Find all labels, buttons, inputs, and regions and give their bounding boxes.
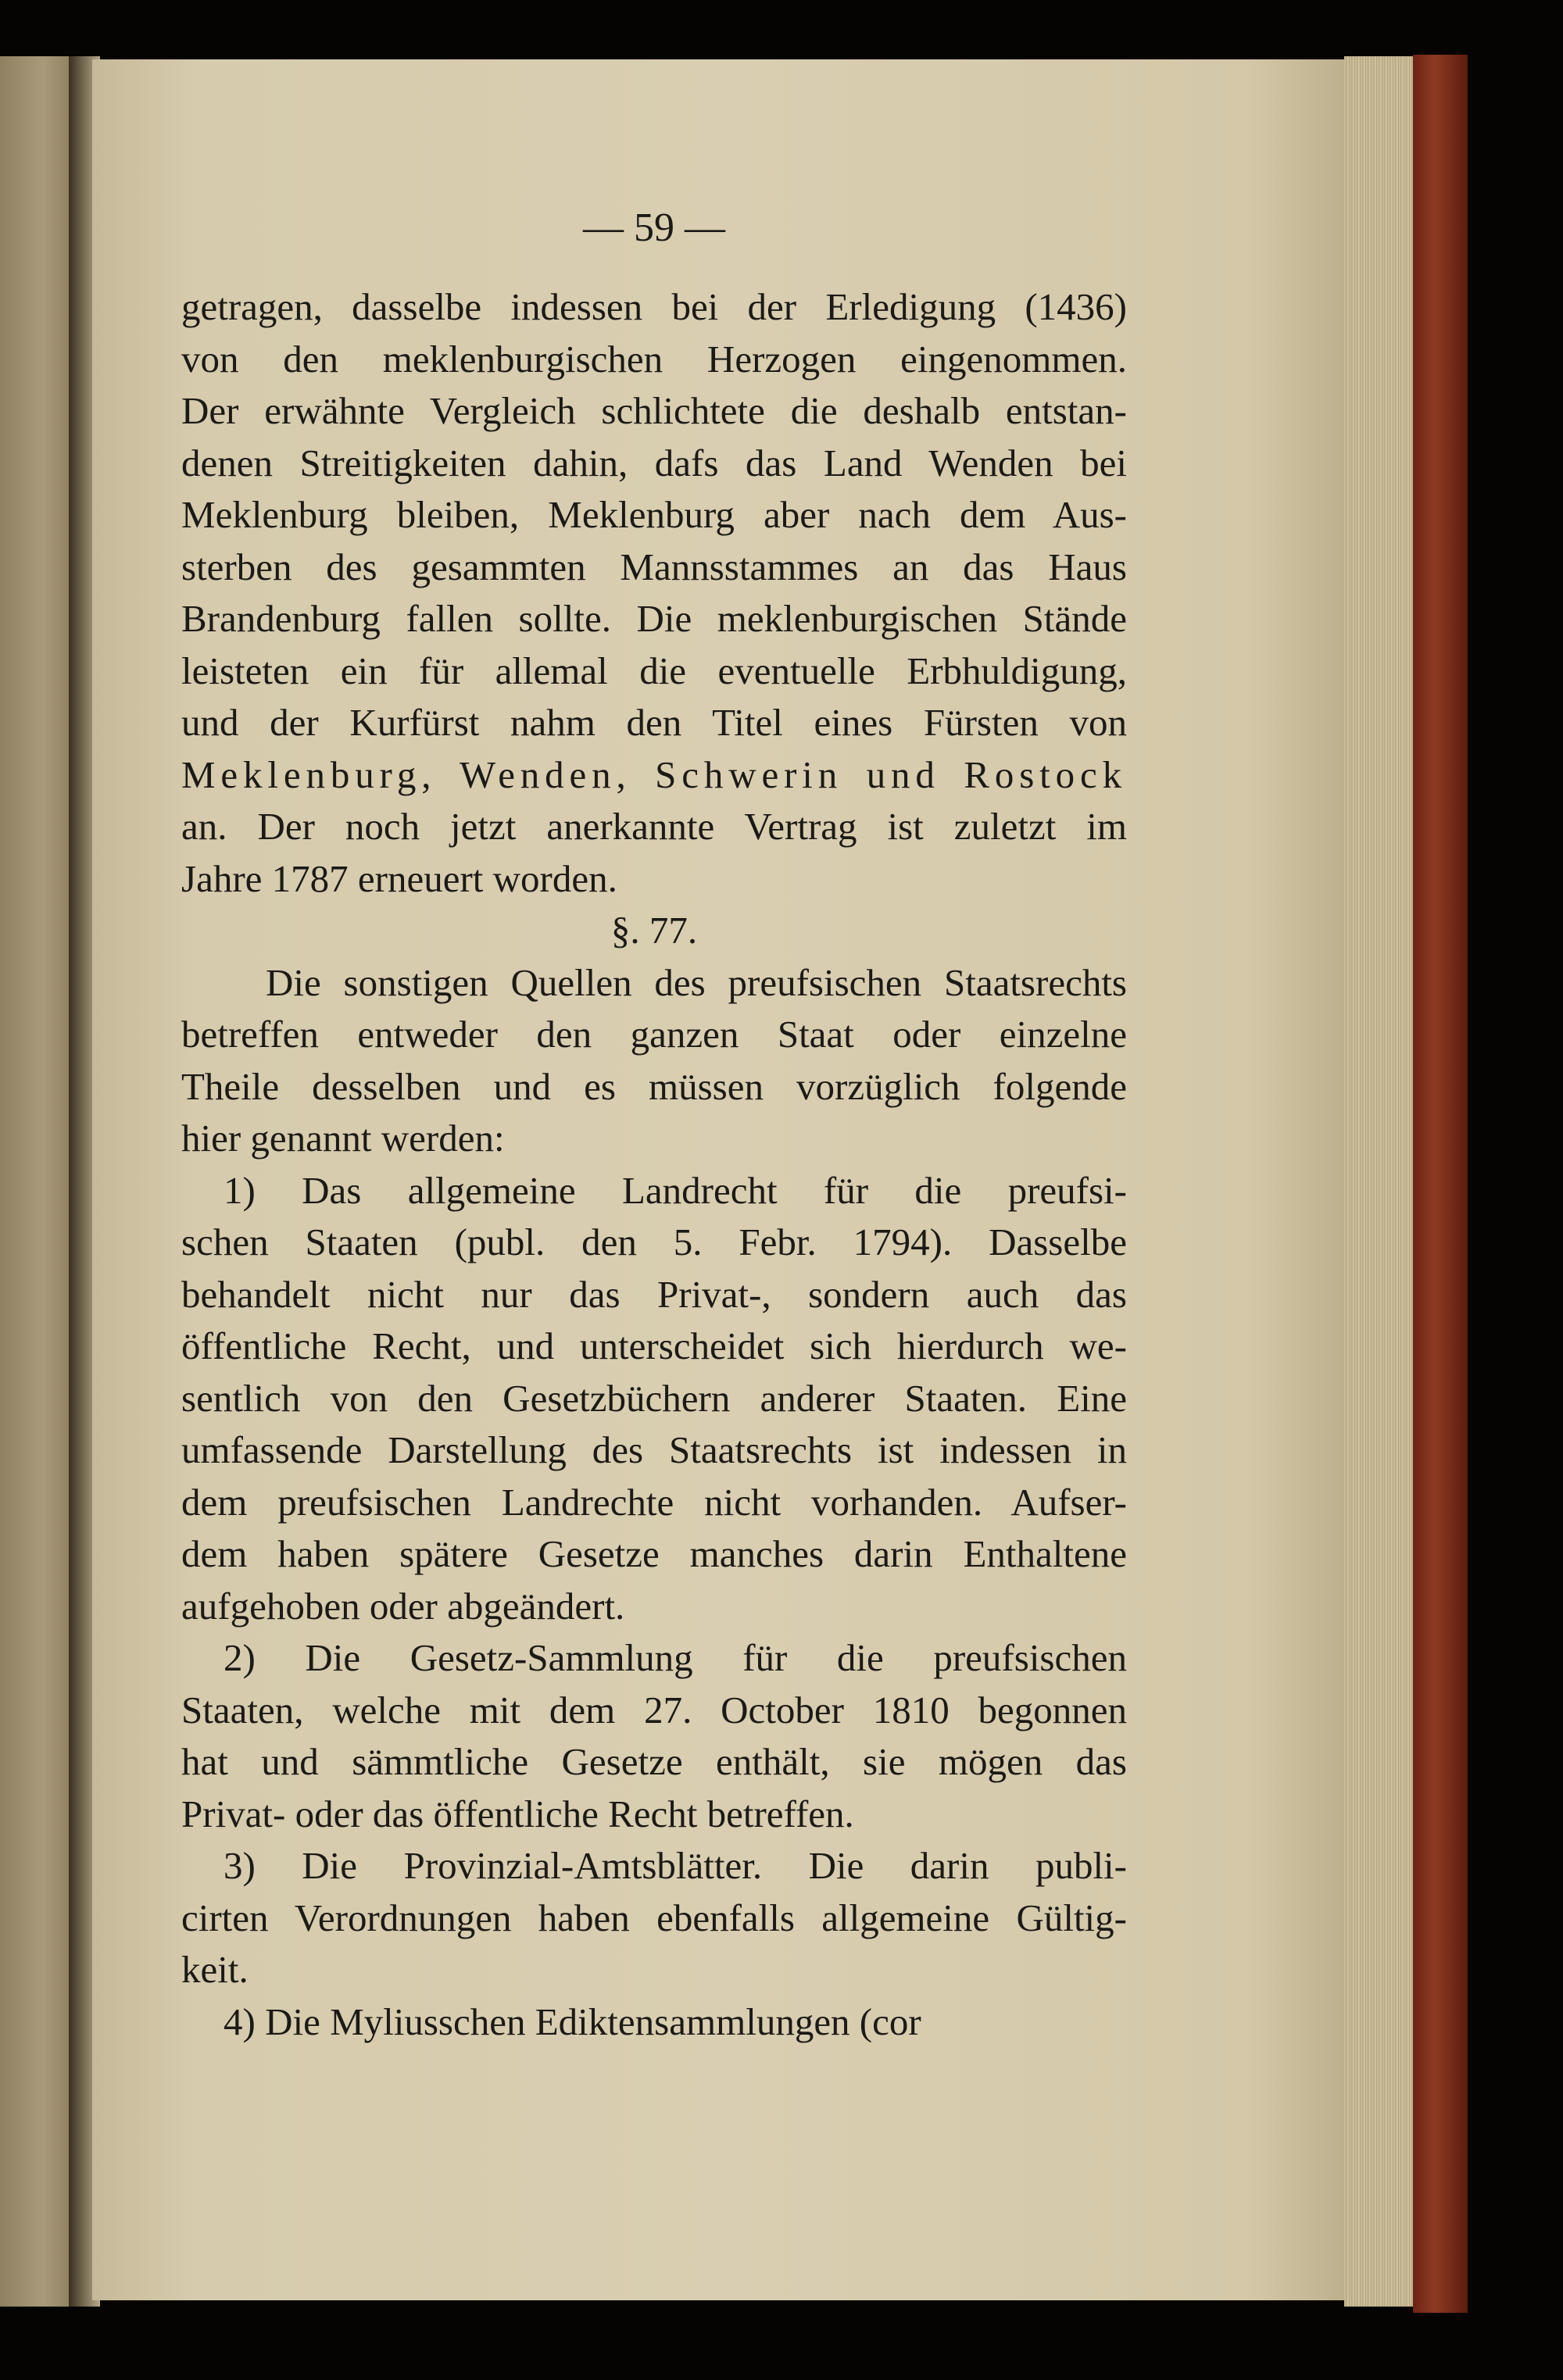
text-line: umfassende Darstellung des Staatsrechts ist indessen in (181, 1428, 1127, 1471)
book-cover-edge (1413, 55, 1468, 2313)
text-line: 2) Die Gesetz-Sammlung für die preufsischen (224, 1636, 1127, 1679)
text-line: betreffen entweder den ganzen Staat oder einzelne (181, 1013, 1127, 1056)
text-line: 4) Die Myliusschen Ediktensammlungen (cor (224, 1999, 921, 2043)
text-line: Meklenburg, Wenden, Schwerin und Rostock (181, 752, 1127, 796)
text-line: denen Streitigkeiten dahin, dafs das Land Wenden bei (181, 441, 1127, 484)
text-line: Theile desselben und es müssen vorzüglich folgende (181, 1064, 1127, 1108)
text-line: und der Kurfürst nahm den Titel eines Fürsten von (181, 701, 1127, 744)
text-line: leisteten ein für allemal die eventuelle Erbhuldigung, (181, 649, 1127, 692)
text-line: dem preufsischen Landrechte nicht vorhanden. Aufser- (181, 1480, 1127, 1524)
text-line: sterben des gesammten Mannsstammes an das Haus (181, 545, 1127, 588)
page-stack-edges (1344, 56, 1415, 2307)
text-line: dem haben spätere Gesetze manches darin Enthaltene (181, 1532, 1127, 1575)
page-text (181, 281, 1127, 2048)
page-number: — 59 — (583, 205, 725, 250)
text-line: getragen, dasselbe indessen bei der Erledigung (1436) (181, 285, 1127, 328)
text-line: Brandenburg fallen sollte. Die meklenburgischen Stände (181, 597, 1127, 640)
text-line: von den meklenburgischen Herzogen eingenommen. (181, 337, 1127, 381)
text-line: Jahre 1787 erneuert worden. (181, 856, 617, 900)
text-line: Meklenburg bleiben, Meklenburg aber nach dem Aus- (181, 493, 1127, 536)
text-line: hier genannt werden: (181, 1117, 505, 1160)
text-line: 3) Die Provinzial-Amtsblätter. Die darin publi- (224, 1844, 1127, 1887)
text-line: sentlich von den Gesetzbüchern anderer Staaten. Eine (181, 1376, 1127, 1420)
text-line: behandelt nicht nur das Privat-, sondern auch das (181, 1272, 1127, 1316)
text-line: an. Der noch jetzt anerkannte Vertrag ist zuletzt im (181, 805, 1127, 848)
text-line: keit. (181, 1948, 249, 1991)
text-line: aufgehoben oder abgeändert. (181, 1584, 625, 1628)
text-line: Der erwähnte Vergleich schlichtete die deshalb entstan- (181, 389, 1127, 432)
text-line: 1) Das allgemeine Landrecht für die preufsi- (224, 1168, 1127, 1212)
section-heading: §. 77. (610, 909, 698, 952)
left-page-edge (0, 56, 78, 2307)
text-line: Die sonstigen Quellen des preufsischen Staatsrechts (266, 960, 1127, 1004)
text-line: schen Staaten (publ. den 5. Febr. 1794). Dasselbe (181, 1220, 1127, 1263)
text-line: Privat- oder das öffentliche Recht betreffen. (181, 1792, 854, 1835)
text-line: hat und sämmtliche Gesetze enthält, sie mögen das (181, 1740, 1127, 1783)
text-line: öffentliche Recht, und unterscheidet sich hierdurch we- (181, 1324, 1127, 1367)
text-line: Staaten, welche mit dem 27. October 1810 begonnen (181, 1688, 1127, 1731)
text-line: cirten Verordnungen haben ebenfalls allgemeine Gültig- (181, 1896, 1127, 1939)
